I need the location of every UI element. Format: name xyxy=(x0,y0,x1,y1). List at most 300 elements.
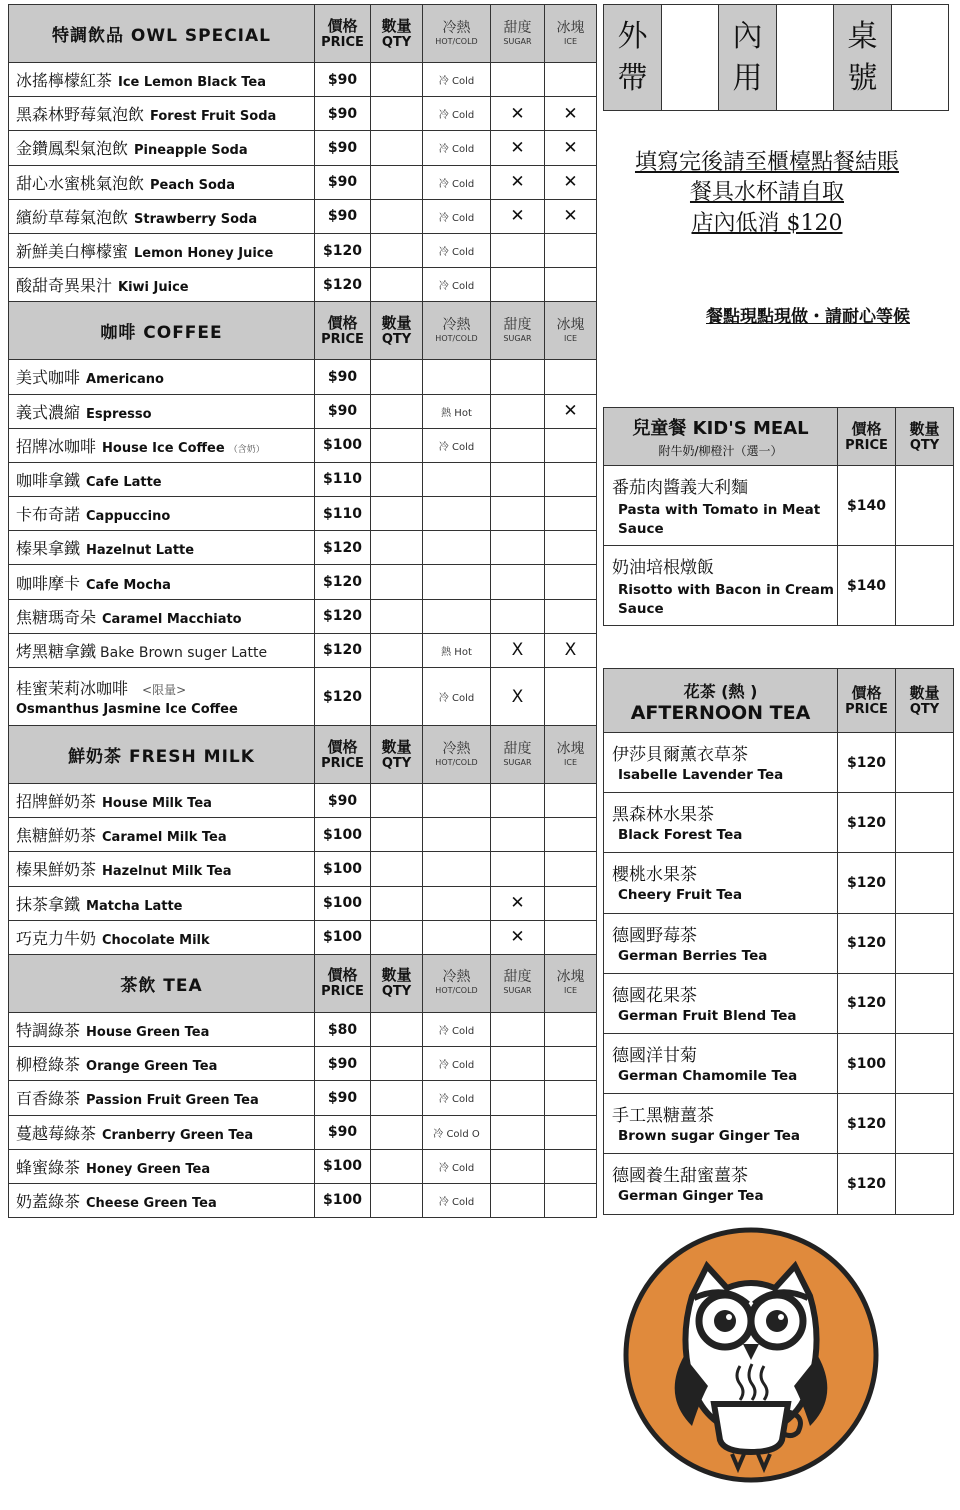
item-qty-field[interactable] xyxy=(896,793,954,853)
item-ice-option[interactable]: ✕ xyxy=(545,131,597,165)
menu-item-row xyxy=(9,1115,597,1149)
item-name-zh: 榛果拿鐵 xyxy=(16,539,81,559)
afternoon-tea-row xyxy=(604,913,954,973)
item-price: $90 xyxy=(315,97,371,131)
ice-column-header: 冰塊 ICE xyxy=(545,954,597,1012)
item-qty-field[interactable] xyxy=(371,1183,423,1217)
menu-item-name xyxy=(9,1081,315,1115)
item-price: $120 xyxy=(838,733,896,793)
item-name-zh: 手工黑糖薑茶 xyxy=(612,1106,714,1127)
item-name-zh: 招牌鮮奶茶 xyxy=(16,792,97,812)
item-ice-option[interactable]: ✕ xyxy=(545,165,597,199)
menu-item-row xyxy=(9,852,597,886)
item-qty-field[interactable] xyxy=(371,497,423,531)
ice-column-header: 冰塊 ICE xyxy=(545,5,597,63)
item-name-en: German Fruit Blend Tea xyxy=(618,1007,797,1024)
table-number-label: 桌號 xyxy=(834,5,892,111)
item-name-zh: 番茄肉醬義大利麵 xyxy=(612,477,748,498)
item-name-en: Bake Brown suger Latte xyxy=(100,644,268,661)
item-name-zh: 冰搖檸檬紅茶 xyxy=(16,71,113,91)
menu-item-row xyxy=(9,360,597,394)
item-sugar-option[interactable] xyxy=(491,497,545,531)
item-ice-option[interactable] xyxy=(545,1183,597,1217)
menu-item-name xyxy=(9,852,315,886)
item-name-zh: 酸甜奇異果汁 xyxy=(16,276,113,296)
item-ice-option[interactable]: ✕ xyxy=(545,199,597,233)
item-name-zh: 抹茶拿鐵 xyxy=(16,894,81,914)
tea-price-header: 價格 PRICE xyxy=(838,669,896,733)
item-name-en: Ice Lemon Black Tea xyxy=(118,75,267,91)
item-qty-field[interactable] xyxy=(896,1094,954,1154)
dinein-label: 內用 xyxy=(719,5,777,111)
menu-item-name xyxy=(9,199,315,233)
menu-item-row xyxy=(9,97,597,131)
item-name-zh: 桂蜜茉莉冰咖啡 xyxy=(16,679,129,698)
item-name-en: Cafe Latte xyxy=(86,474,162,490)
item-temp-option[interactable]: 冷 Cold xyxy=(423,131,491,165)
kids-meal-row xyxy=(604,466,954,546)
item-name-zh: 焦糖瑪奇朵 xyxy=(16,607,97,627)
menu-item-row xyxy=(9,462,597,496)
item-ice-option[interactable] xyxy=(545,784,597,818)
item-qty-field[interactable] xyxy=(371,886,423,920)
section-header-row xyxy=(9,302,597,360)
item-temp-option[interactable]: 冷 Cold xyxy=(423,1081,491,1115)
sugar-column-header: 甜度 SUGAR xyxy=(491,5,545,63)
item-name-zh: 德國花果茶 xyxy=(612,985,697,1006)
menu-item-name xyxy=(9,462,315,496)
menu-item-name xyxy=(9,1183,315,1217)
item-price: $120 xyxy=(315,599,371,633)
item-sugar-option[interactable] xyxy=(491,531,545,565)
hotcold-column-header: 冷熱 HOT/COLD xyxy=(423,5,491,63)
item-qty-field[interactable] xyxy=(371,633,423,667)
item-name-en: Passion Fruit Green Tea xyxy=(86,1093,259,1109)
item-ice-option[interactable] xyxy=(545,497,597,531)
item-qty-field[interactable] xyxy=(371,131,423,165)
item-qty-field[interactable] xyxy=(371,462,423,496)
item-sugar-option[interactable] xyxy=(491,428,545,462)
item-name-en: House Ice Coffee xyxy=(102,440,225,456)
item-name-zh: 榛果鮮奶茶 xyxy=(16,860,97,880)
kids-price-header: 價格 PRICE xyxy=(838,408,896,466)
notice-wait: 餐點現點現做・請耐心等候 xyxy=(706,307,910,327)
hotcold-column-header: 冷熱 HOT/COLD xyxy=(423,302,491,360)
menu-item-row xyxy=(9,199,597,233)
item-name-en: Forest Fruit Soda xyxy=(150,109,277,125)
item-name-zh: 櫻桃水果茶 xyxy=(612,865,697,886)
item-temp-option[interactable]: 冷 Cold xyxy=(423,428,491,462)
qty-column-header: 數量 QTY xyxy=(371,726,423,784)
item-name-en: Chocolate Milk xyxy=(102,932,210,948)
item-ice-option[interactable] xyxy=(545,531,597,565)
item-name-en: Cheese Green Tea xyxy=(86,1195,217,1211)
item-price: $120 xyxy=(838,1154,896,1214)
item-temp-option[interactable] xyxy=(423,886,491,920)
item-ice-option[interactable] xyxy=(545,1115,597,1149)
price-column-header: 價格 PRICE xyxy=(315,954,371,1012)
owl-coffee-logo-icon xyxy=(622,1226,880,1484)
menu-item-name xyxy=(9,394,315,428)
menu-item-name xyxy=(9,784,315,818)
item-sugar-option[interactable] xyxy=(491,852,545,886)
item-name-zh: 奶蓋綠茶 xyxy=(16,1191,81,1211)
item-temp-option[interactable]: 冷 Cold xyxy=(423,97,491,131)
item-sugar-option[interactable] xyxy=(491,233,545,267)
item-sugar-option[interactable]: X xyxy=(491,633,545,667)
item-ice-option[interactable] xyxy=(545,1012,597,1046)
item-ice-option[interactable] xyxy=(545,852,597,886)
afternoon-tea-title-en: AFTERNOON TEA xyxy=(630,702,811,724)
menu-item-row xyxy=(9,565,597,599)
item-qty-field[interactable] xyxy=(371,165,423,199)
item-ice-option[interactable] xyxy=(545,565,597,599)
item-price: $120 xyxy=(838,973,896,1033)
item-name-zh: 黑森林野莓氣泡飲 xyxy=(16,105,145,125)
item-qty-field[interactable] xyxy=(371,852,423,886)
item-sugar-option[interactable] xyxy=(491,784,545,818)
item-sugar-option[interactable] xyxy=(491,268,545,302)
item-sugar-option[interactable] xyxy=(491,63,545,97)
item-price: $120 xyxy=(315,268,371,302)
menu-item-row xyxy=(9,63,597,97)
item-name-zh: 美式咖啡 xyxy=(16,368,81,388)
item-name-zh: 蔓越莓綠茶 xyxy=(16,1123,97,1143)
item-qty-field[interactable] xyxy=(371,1047,423,1081)
item-qty-field[interactable] xyxy=(896,1033,954,1093)
item-qty-field[interactable] xyxy=(371,268,423,302)
menu-item-row xyxy=(9,784,597,818)
item-price: $120 xyxy=(315,668,371,726)
section-title: 鮮奶茶 FRESH MILK xyxy=(9,726,315,784)
item-temp-option[interactable] xyxy=(423,818,491,852)
item-qty-field[interactable] xyxy=(371,360,423,394)
item-temp-option[interactable] xyxy=(423,784,491,818)
afternoon-tea-row xyxy=(604,793,954,853)
kids-qty-header: 數量 QTY xyxy=(896,408,954,466)
item-name-zh: 焦糖鮮奶茶 xyxy=(16,826,97,846)
item-price: $120 xyxy=(315,233,371,267)
item-name-en: German Ginger Tea xyxy=(618,1188,764,1205)
kids-meal-subtitle: 附牛奶/柳橙汁（選一） xyxy=(658,444,783,458)
item-name-zh: 巧克力牛奶 xyxy=(16,928,97,948)
item-sugar-option[interactable]: ✕ xyxy=(491,199,545,233)
item-name-zh: 咖啡摩卡 xyxy=(16,573,81,593)
item-name-en: German Chamomile Tea xyxy=(618,1068,798,1085)
item-temp-option[interactable]: 冷 Cold xyxy=(423,165,491,199)
menu-item-row xyxy=(9,633,597,667)
sugar-column-header: 甜度 SUGAR xyxy=(491,954,545,1012)
item-price: $140 xyxy=(838,466,896,546)
item-name-zh: 德國野莓茶 xyxy=(612,925,697,946)
afternoon-tea-name xyxy=(604,1094,838,1154)
qty-column-header: 數量 QTY xyxy=(371,5,423,63)
item-qty-field[interactable] xyxy=(371,63,423,97)
item-temp-option[interactable] xyxy=(423,852,491,886)
item-temp-option[interactable]: 冷 Cold O xyxy=(423,1115,491,1149)
item-price: $90 xyxy=(315,1081,371,1115)
item-name-en: Americano xyxy=(86,372,164,388)
item-qty-field[interactable] xyxy=(896,973,954,1033)
item-ice-option[interactable] xyxy=(545,886,597,920)
table-number-field[interactable] xyxy=(892,5,949,111)
afternoon-tea-row xyxy=(604,1033,954,1093)
item-name-en: House Green Tea xyxy=(86,1025,210,1041)
item-temp-option[interactable]: 熱 Hot xyxy=(423,633,491,667)
item-price: $120 xyxy=(315,531,371,565)
item-name-en: Brown sugar Ginger Tea xyxy=(618,1128,800,1145)
item-price: $120 xyxy=(838,853,896,913)
afternoon-tea-name xyxy=(604,733,838,793)
menu-item-row xyxy=(9,131,597,165)
item-qty-field[interactable] xyxy=(371,668,423,726)
item-ice-option[interactable] xyxy=(545,599,597,633)
afternoon-tea-row xyxy=(604,733,954,793)
hotcold-column-header: 冷熱 HOT/COLD xyxy=(423,954,491,1012)
item-temp-option[interactable] xyxy=(423,920,491,954)
item-temp-option[interactable] xyxy=(423,565,491,599)
item-name-en: House Milk Tea xyxy=(102,796,212,812)
item-price: $80 xyxy=(315,1012,371,1046)
menu-item-row xyxy=(9,1149,597,1183)
menu-item-row xyxy=(9,1012,597,1046)
item-qty-field[interactable] xyxy=(371,1149,423,1183)
item-ice-option[interactable] xyxy=(545,1149,597,1183)
item-name-zh: 金鑽鳳梨氣泡飲 xyxy=(16,139,129,159)
item-sugar-option[interactable] xyxy=(491,1012,545,1046)
afternoon-tea-name xyxy=(604,913,838,973)
item-qty-field[interactable] xyxy=(371,428,423,462)
item-name-en: German Berries Tea xyxy=(618,947,768,964)
item-ice-option[interactable] xyxy=(545,360,597,394)
item-name-zh: 德國養生甜蜜薑茶 xyxy=(612,1166,748,1187)
kids-meal-name xyxy=(604,546,838,626)
item-ice-option[interactable] xyxy=(545,920,597,954)
item-name-zh: 奶油培根燉飯 xyxy=(612,557,714,578)
price-column-header: 價格 PRICE xyxy=(315,302,371,360)
section-header-row xyxy=(9,726,597,784)
item-ice-option[interactable]: ✕ xyxy=(545,97,597,131)
menu-item-row xyxy=(9,497,597,531)
item-qty-field[interactable] xyxy=(896,853,954,913)
item-temp-option[interactable]: 冷 Cold xyxy=(423,199,491,233)
item-ice-option[interactable] xyxy=(545,818,597,852)
item-name-en: Lemon Honey Juice xyxy=(134,246,274,262)
order-type-table xyxy=(603,4,949,111)
item-qty-field[interactable] xyxy=(371,599,423,633)
item-name-en: Pineapple Soda xyxy=(134,143,248,159)
item-temp-option[interactable] xyxy=(423,462,491,496)
item-qty-field[interactable] xyxy=(371,97,423,131)
item-sugar-option[interactable] xyxy=(491,1047,545,1081)
item-price: $100 xyxy=(315,1149,371,1183)
menu-item-name xyxy=(9,633,315,667)
item-ice-option[interactable] xyxy=(545,268,597,302)
item-name-en: Matcha Latte xyxy=(86,898,183,914)
item-sugar-option[interactable] xyxy=(491,1183,545,1217)
item-qty-field[interactable] xyxy=(371,1081,423,1115)
item-price: $90 xyxy=(315,165,371,199)
item-sugar-option[interactable]: ✕ xyxy=(491,97,545,131)
item-temp-option[interactable]: 冷 Cold xyxy=(423,63,491,97)
item-sugar-option[interactable] xyxy=(491,1081,545,1115)
item-sugar-option[interactable] xyxy=(491,462,545,496)
afternoon-tea-row xyxy=(604,1094,954,1154)
menu-item-name xyxy=(9,1012,315,1046)
afternoon-tea-row xyxy=(604,1154,954,1214)
item-temp-option[interactable] xyxy=(423,531,491,565)
item-qty-field[interactable] xyxy=(896,1154,954,1214)
kids-meal-title: 兒童餐 KID'S MEAL xyxy=(632,418,809,439)
item-ice-option[interactable] xyxy=(545,63,597,97)
item-temp-option[interactable]: 冷 Cold xyxy=(423,1149,491,1183)
kids-meal-name xyxy=(604,466,838,546)
menu-item-name xyxy=(9,1115,315,1149)
item-temp-option[interactable] xyxy=(423,497,491,531)
item-ice-option[interactable] xyxy=(545,668,597,726)
item-name-en: Isabelle Lavender Tea xyxy=(618,767,784,784)
item-sugar-option[interactable] xyxy=(491,1115,545,1149)
price-column-header: 價格 PRICE xyxy=(315,726,371,784)
item-qty-field[interactable] xyxy=(896,546,954,626)
section-title: 咖啡 COFFEE xyxy=(9,302,315,360)
item-name-zh: 繽紛草莓氣泡飲 xyxy=(16,207,129,227)
item-sugar-option[interactable]: ✕ xyxy=(491,165,545,199)
section-header-row xyxy=(9,5,597,63)
item-sugar-option[interactable] xyxy=(491,394,545,428)
menu-item-name xyxy=(9,818,315,852)
hotcold-column-header: 冷熱 HOT/COLD xyxy=(423,726,491,784)
item-price: $90 xyxy=(315,360,371,394)
item-sugar-option[interactable]: ✕ xyxy=(491,920,545,954)
menu-item-name xyxy=(9,268,315,302)
item-price: $90 xyxy=(315,131,371,165)
item-name-zh: 蜂蜜綠茶 xyxy=(16,1157,81,1177)
menu-item-row xyxy=(9,886,597,920)
item-sugar-option[interactable] xyxy=(491,360,545,394)
item-price: $120 xyxy=(838,1094,896,1154)
item-ice-option[interactable] xyxy=(545,462,597,496)
menu-item-name xyxy=(9,1149,315,1183)
item-name-zh: 卡布奇諾 xyxy=(16,505,81,525)
afternoon-tea-header xyxy=(604,669,838,733)
item-qty-field[interactable] xyxy=(896,913,954,973)
afternoon-tea-name xyxy=(604,793,838,853)
item-name-en: Hazelnut Latte xyxy=(86,543,195,559)
item-ice-option[interactable] xyxy=(545,233,597,267)
item-sugar-option[interactable] xyxy=(491,818,545,852)
item-note: （含奶） xyxy=(228,444,265,455)
qty-column-header: 數量 QTY xyxy=(371,302,423,360)
takeout-checkbox[interactable] xyxy=(662,5,719,111)
menu-item-name xyxy=(9,497,315,531)
item-sugar-option[interactable]: ✕ xyxy=(491,886,545,920)
menu-item-row xyxy=(9,599,597,633)
item-name-en: Black Forest Tea xyxy=(618,827,743,844)
item-sugar-option[interactable] xyxy=(491,565,545,599)
item-price: $100 xyxy=(315,818,371,852)
menu-item-row xyxy=(9,531,597,565)
dinein-checkbox[interactable] xyxy=(777,5,834,111)
item-temp-option[interactable]: 冷 Cold xyxy=(423,1047,491,1081)
menu-item-name xyxy=(9,531,315,565)
item-ice-option[interactable]: ✕ xyxy=(545,394,597,428)
item-qty-field[interactable] xyxy=(371,818,423,852)
section-title: 特調飲品 OWL SPECIAL xyxy=(9,5,315,63)
item-name-zh: 咖啡拿鐵 xyxy=(16,470,81,490)
item-name-zh: 甜心水蜜桃氣泡飲 xyxy=(16,173,145,193)
notice-minimum: 店內低消 $120 xyxy=(691,211,843,236)
item-qty-field[interactable] xyxy=(371,1115,423,1149)
ice-column-header: 冰塊 ICE xyxy=(545,726,597,784)
afternoon-tea-name xyxy=(604,1154,838,1214)
menu-item-row xyxy=(9,1047,597,1081)
item-price: $120 xyxy=(315,565,371,599)
item-name-en: Risotto with Bacon in Cream Sauce xyxy=(618,581,834,617)
item-price: $90 xyxy=(315,784,371,818)
item-qty-field[interactable] xyxy=(371,394,423,428)
item-temp-option[interactable]: 冷 Cold xyxy=(423,668,491,726)
item-ice-option[interactable]: X xyxy=(545,633,597,667)
item-qty-field[interactable] xyxy=(371,233,423,267)
item-sugar-option[interactable] xyxy=(491,1149,545,1183)
item-qty-field[interactable] xyxy=(371,565,423,599)
menu-item-name xyxy=(9,428,315,462)
item-name-en: Cappuccino xyxy=(86,509,171,525)
item-temp-option[interactable] xyxy=(423,360,491,394)
item-temp-option[interactable]: 冷 Cold xyxy=(423,1183,491,1217)
item-qty-field[interactable] xyxy=(896,733,954,793)
afternoon-tea-name xyxy=(604,973,838,1033)
item-temp-option[interactable]: 冷 Cold xyxy=(423,233,491,267)
item-name-zh: 黑森林水果茶 xyxy=(612,805,714,826)
item-price: $120 xyxy=(838,913,896,973)
item-name-en: Espresso xyxy=(86,406,152,422)
menu-item-name xyxy=(9,668,315,726)
item-ice-option[interactable] xyxy=(545,428,597,462)
item-qty-field[interactable] xyxy=(371,920,423,954)
item-name-en: Strawberry Soda xyxy=(134,211,258,227)
item-qty-field[interactable] xyxy=(371,784,423,818)
item-qty-field[interactable] xyxy=(896,466,954,546)
item-ice-option[interactable] xyxy=(545,1047,597,1081)
item-temp-option[interactable]: 熱 Hot xyxy=(423,394,491,428)
afternoon-tea-name xyxy=(604,853,838,913)
sugar-column-header: 甜度 SUGAR xyxy=(491,302,545,360)
kids-meal-header xyxy=(604,408,838,466)
item-temp-option[interactable]: 冷 Cold xyxy=(423,268,491,302)
item-ice-option[interactable] xyxy=(545,1081,597,1115)
item-name-zh: 伊莎貝爾薰衣草茶 xyxy=(612,745,748,766)
item-qty-field[interactable] xyxy=(371,1012,423,1046)
item-sugar-option[interactable]: X xyxy=(491,668,545,726)
item-name-en: Cranberry Green Tea xyxy=(102,1127,254,1143)
menu-item-name xyxy=(9,886,315,920)
item-sugar-option[interactable] xyxy=(491,599,545,633)
item-temp-option[interactable] xyxy=(423,599,491,633)
sugar-column-header: 甜度 SUGAR xyxy=(491,726,545,784)
item-name-zh: 德國洋甘菊 xyxy=(612,1046,697,1067)
item-temp-option[interactable]: 冷 Cold xyxy=(423,1012,491,1046)
item-name-en: Caramel Macchiato xyxy=(102,611,242,627)
item-price: $100 xyxy=(315,852,371,886)
item-qty-field[interactable] xyxy=(371,199,423,233)
item-sugar-option[interactable]: ✕ xyxy=(491,131,545,165)
item-qty-field[interactable] xyxy=(371,531,423,565)
menu-item-name xyxy=(9,1047,315,1081)
menu-item-name xyxy=(9,565,315,599)
item-limited-note: <限量> xyxy=(142,683,187,697)
